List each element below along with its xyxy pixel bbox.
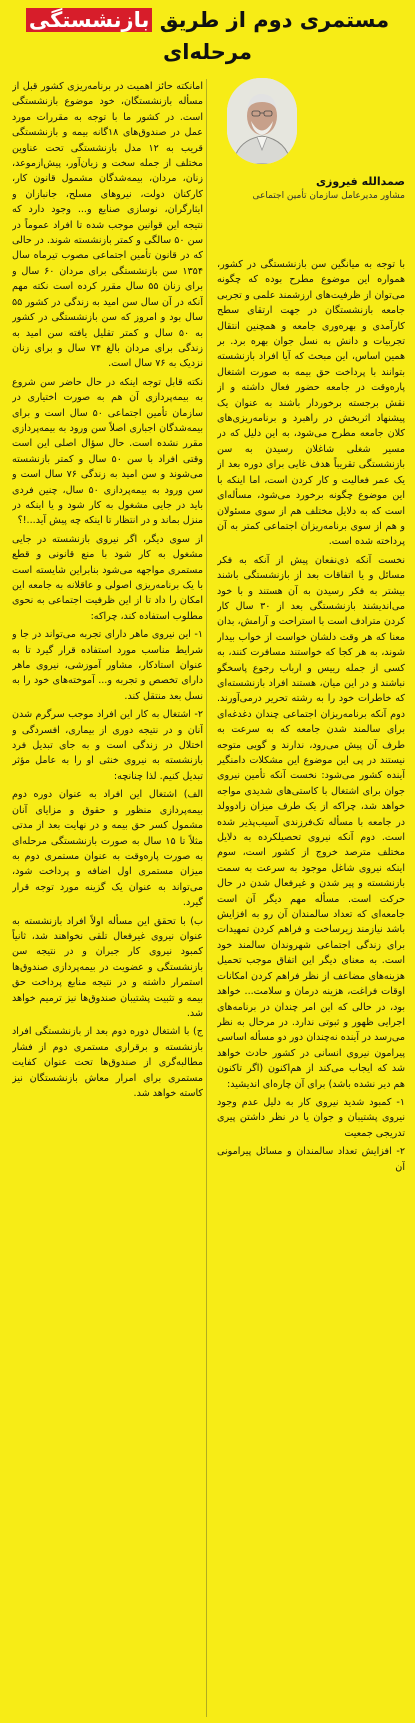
title-highlight: بازنشستگی: [26, 8, 153, 32]
title-text-line2: مرحله‌ای: [163, 40, 252, 64]
author-role: مشاور مدیرعامل سازمان تأمین اجتماعی: [252, 191, 405, 201]
paragraph: ۲- اشتغال به کار این افراد موجب سرگرم شدن آنان و در نتیجه دوری از بیماری، افسردگی و اختلال در زندگی است و به جای تبدیل فرد بازنشسته به نیروی خنثی او را به عامل مؤثر تبدیل کنیم. لذا چنانچه:: [12, 709, 203, 782]
paragraph: با توجه به میانگین سن بازنشستگی در کشور، همواره این موضوع مطرح بوده که چگونه می‌توان از ظرفیت‌های ارزشمند علمی و تجربی جامعه بازنشستگان در جهت ارتقای سطح کارآمدی و بهره‌وری جامعه و همچنین انتقال تجربیات و دانش به نسل جوان بهره برد. بر همین اساس، این مبحث که آیا افراد بازنشسته بتوانند با پرداخت حق بیمه به صورت اشتغال پاره‌وقت در جامعه حضور فعال داشته و از نقش برجسته برخوردار باشند به عنوان یک پیشنهاد اثربخش در راهبرد و برنامه‌ریزی‌های کلان جامعه مطرح می‌شود، به این دلیل که در مسیر شغلی شاغلان رسیدن به سن بازنشستگی تقریباً هدف غایی برای دوره بعد از یک عمر فعالیت و کار کردن است، اما اینکه با این موضوع چگونه برخورد می‌شود، مسأله‌ای است که به دلایل مختلف هم از سوی مسئولان و هم از سوی برنامه‌ریزان اجتماعی کمتر به آن پرداخته شده است.: [217, 259, 405, 548]
paragraph: ج) با اشتغال دوره دوم بعد از بازنشستگی افراد بازنشسته و برقراری مستمری دوم از فشار مطالبه‌گری از صندوق‌ها تحت عنوان کفایت مستمری برای امرار معاش بازنشستگان نیز کاسته خواهد شد.: [12, 1026, 203, 1099]
paragraph: ۲- افزایش تعداد سالمندان و مسائل پیرامونی آن: [217, 1146, 405, 1173]
article-column-right: [217, 257, 405, 1717]
author-portrait-illustration: [227, 78, 297, 164]
paragraph: الف) اشتغال این افراد به عنوان دوره دوم بیمه‌پردازی منظور و حقوق و مزایای آنان مشمول کسر حق بیمه و در نهایت بعد از مدتی مثلاً تا ۱۵ سال به صورت بازنشستگی مرحله‌ای به صورت پاره‌وقت به عنوان مستمری دوم به میزان مستمری اول اضافه و پرداخت شود، می‌تواند به عنوان یک گزینه مورد توجه قرار گیرد.: [12, 789, 203, 909]
paragraph: نخست آنکه ذی‌نفعان پیش از آنکه به فکر مسائل و یا اتفاقات بعد از بازنشستگی باشند بیشتر به فکر رسیدن به آن هستند و با خود می‌اندیشند بازنشستگی بعد از ۳۰ سال کار کردن مترادف است با استراحت و آرامش، بدان معنا که هر وقت دلشان خواست از خواب بیدار شوند، به هر کجا که خواستند مسافرت کنند، به کسی از جمله رییس و ارباب رجوع پاسخگو نباشند و در این میان، هستند افراد بازنشسته‌ای که خاطرات خود را به رشته تحریر درمی‌آورند. دوم آنکه برنامه‌ریزان اجتماعی چندان دغدغه‌ای برای سالمند شدن جامعه که به سرعت به طرف آن پیش می‌رود، ندارند و گویی متوجه نیستند در پی این موضوع این مشکلات دامنگیر آینده کشور می‌شود: نخست آنکه تأمین نیروی جوان برای اشتغال با کاستی‌های شدیدی مواجه خواهد شد، چراکه از یک طرف میزان زادوولد در جامعه با مسأله تک‌فرزندی آسیب‌پذیر شده است. دوم آنکه نیروی تحصیلکرده به دلایل مختلف مترصد خروج از کشور است، سوم اینکه نیروی شاغل موجود به سرعت به سمت بازنشسته و پیر شدن و غیرفعال شدن در حال حرکت است. مسأله مهم دیگر آن است جامعه‌ای که تعداد سالمندان آن رو به افزایش باشد نیازمند زیرساخت و فراهم کردن تمهیدات برای زندگی اجتماعی شهروندان سالمند خود است. به معنای دیگر این اتفاق موجب تحمیل هزینه‌های مضاعف از نظر فراهم کردن امکانات اوقات فراغت، هزینه درمان و سلامت... خواهد بود، در حالی که این امر چندان در برنامه‌های اجرایی ظهور و ثبوتی ندارد. در مرحال به نظر می‌رسد در آینده نه‌چندان دور دو مسأله اساسی پیرامون نیروی انسانی در کشور حادث خواهد شد که ایجاب می‌کند از هم‌اکنون (اگر تاکنون هم دیر نشده باشد) برای آن چاره‌ای اندیشید:: [217, 554, 405, 1090]
paragraph: امانکته حائز اهمیت در برنامه‌ریزی کشور قبل از مسأله بازنشستگان، خود موضوع بازنشستگی است. در کشور ما با توجه به مقررات مورد عمل در صندوق‌های ۱۸گانه بیمه و بازنشستگی قریب به ۱۲ مدل بازنشستگی تحت عناوین مختلف از جمله سخت و زیان‌آور، پیش‌ازموعد، زنان، مردان، بیمه‌شدگان مشمول قانون کار، کارکنان دولت، نیروهای مسلح، جانبازان و ایثارگران، نوسازی صنایع و... وجود دارد که نتیجه این قوانین موجب شده تا افراد عموماً در سن ۵۰ سالگی و کمتر بازنشسته شوند. در حالی که در قانون تأمین اجتماعی مصوب تیرماه سال ۱۳۵۴ سن بازنشستگی برای مردان ۶۰ سال و برای زنان ۵۵ سال مقرر کرده است نکته مهم آنکه در آن سال سن امید به زندگی در کشور ۵۵ سال بود و امروز که سن بازنشستگی در کشور به ۵۰ سال و کمتر تقلیل یافته سن امید به زندگی برای مردان بالغ ۷۴ سال و برای زنان نزدیک به ۷۶ سال است.: [12, 81, 203, 370]
paragraph: ۱- کمبود شدید نیروی کار به دلیل عدم وجود نیروی پشتیبان و جوان یا در نظر داشتن پیری تدریجی جمعیت: [217, 1096, 405, 1139]
article-column-left: [12, 79, 203, 1717]
paragraph: ۱- این نیروی ماهر دارای تجربه می‌تواند در جا و شرایط مناسب مورد استفاده قرار گیرد تا به عنوان استادکار، مشاور آموزشی، نیروی ماهر دارای تخصص و تجربه و... آموخته‌های خود را به نسل بعد منتقل کند.: [12, 629, 203, 702]
paragraph: نکته قابل توجه اینکه در حال حاضر سن شروع به بیمه‌پردازی آن هم به صورت اختیاری در سازمان تأمین اجتماعی ۵۰ سال است و برای بیمه‌شدگان اجباری اصلاً سن ورود به بیمه‌پردازی مقرر نشده است. حال سؤال اصلی این است وقتی افراد با سن ۵۰ سال و کمتر بازنشسته می‌شوند و سن امید به زندگی ۷۶ سال است و سن ورود به بیمه‌پردازی ۵۰ سال، چنین فردی باید در جایی مشغول به کار شود و یا اینکه در منزل بماند و در انتظار تا اینکه چه پیش آید...!؟: [12, 376, 203, 527]
author-name: صمدالله فیروزی: [315, 175, 405, 188]
article-title: [8, 4, 407, 68]
column-divider: [206, 79, 207, 1717]
author-photo: [227, 78, 297, 164]
paragraph: از سوی دیگر، اگر نیروی بازنشسته در جایی مشغول به کار شود با منع قانونی و قطع مستمری مواجهه می‌شود بنابراین شایسته است با یک برنامه‌ریزی اصولی و عاقلانه به جامعه این امکان را داد تا از این ظرفیت اجتماعی به نحوی مطلوب استفاده کند، چراکه:: [12, 533, 203, 622]
author-info: [217, 174, 405, 203]
title-text: مستمری دوم از طریق: [159, 8, 390, 32]
paragraph: ب) با تحقق این مسأله اولاً افراد بازنشسته به عنوان نیروی غیرفعال تلقی نخواهند شد، ثانیاً کمبود نیروی کار جبران و در نتیجه سن بازنشستگی و عضویت در بیمه‌پردازی صندوق‌ها استمرار داشته و در نتیجه منابع پرداخت حق بیمه و تثبیت پشتیبان صندوق‌ها نیز ترمیم خواهد شد.: [12, 915, 203, 1019]
